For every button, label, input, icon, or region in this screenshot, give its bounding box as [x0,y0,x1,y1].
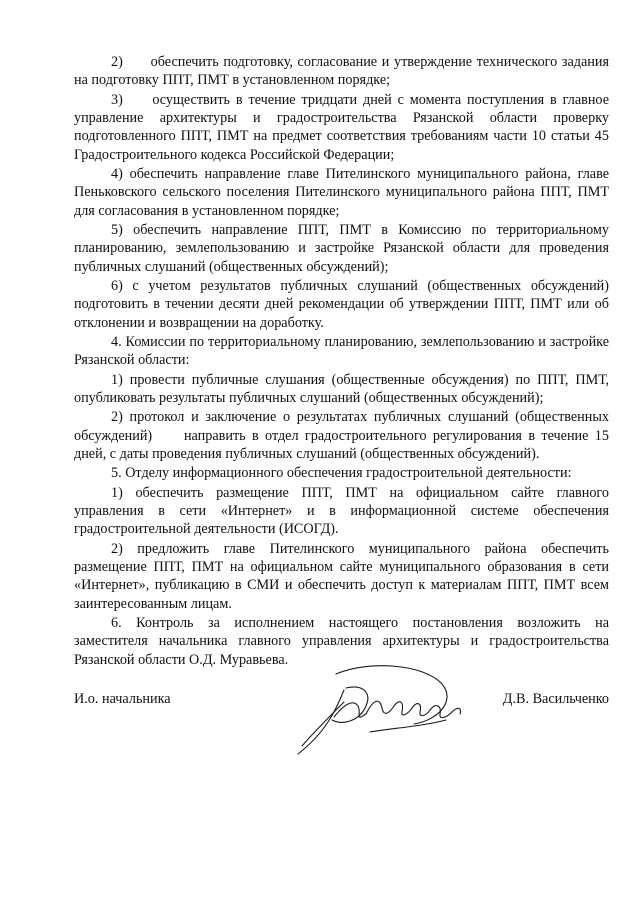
paragraph-item-6: 6) с учетом результатов публичных слушаний (общественных обсуждений) подготовить в течении десяти дней рекомендации об утверждении ППТ, ПМТ или об отклонении и возвращении на доработку. [74,277,609,331]
section-5-item-1: 1) обеспечить размещение ППТ, ПМТ на официальном сайте главного управления в сети «Интернет» и в информационной системе обеспечения градостроительной деятельности (ИСОГД). [74,484,609,538]
section-6-paragraph: 6. Контроль за исполнением настоящего постановления возложить на заместителя начальника главного управления архитектуры и градостроительства Рязанской области О.Д. Муравьева. [74,614,609,668]
section-4-item-2: 2) протокол и заключение о результатах публичных слушаний (общественных обсуждений) направить в отдел градостроительного регулирования в течение 15 дней, с даты проведения публичных слушаний (общественных обсуждений). [74,409,609,462]
section-4-item-1: 1) провести публичные слушания (общественные обсуждения) по ППТ, ПМТ, опубликовать результаты публичных слушаний (общественных обсуждений); [74,371,609,406]
paragraph-item-4: 4) обеспечить направление главе Пителинского муниципального района, главе Пеньковского сельского поселения Пителинского муниципального района ППТ, ПМТ для согласования в установленном порядке; [74,165,609,219]
signature-row [74,690,609,760]
paragraph-item-2: 2) обеспечить подготовку, согласование и утверждение технического задания на подготовку ППТ, ПМТ в установленном порядке; [74,54,609,89]
document-body [74,53,609,670]
paragraph-item-3: 3) осуществить в течение тридцати дней с момента поступления в главное управление архитектуры и градостроительства Рязанской области проверку подготовленного ППТ, ПМТ на предмет соответствия требованиям части 10 статьи 45 Градостроительного кодекса Российской Федерации; [74,91,609,163]
handwritten-signature-icon [274,662,474,757]
section-4-heading: 4. Комиссии по территориальному планированию, землепользованию и застройке Рязанской области: [74,333,609,369]
paragraph-item-5: 5) обеспечить направление ППТ, ПМТ в Комиссию по территориальному планированию, землепользованию и застройке Рязанской области для проведения публичных слушаний (общественных обсуждений); [74,221,609,275]
section-5-heading: 5. Отделу информационного обеспечения градостроительной деятельности: [111,465,572,482]
signatory-name: Д.В. Васильченко [502,691,609,707]
section-5-item-2: 2) предложить главе Пителинского муниципального района обеспечить размещение ППТ, ПМТ на официальном сайте муниципального образования в сети «Интернет», публикацию в СМИ и обеспечить доступ к материалам ППТ, ПМТ всем заинтересованным лицам. [74,540,609,612]
signatory-position: И.о. начальника [74,691,171,707]
